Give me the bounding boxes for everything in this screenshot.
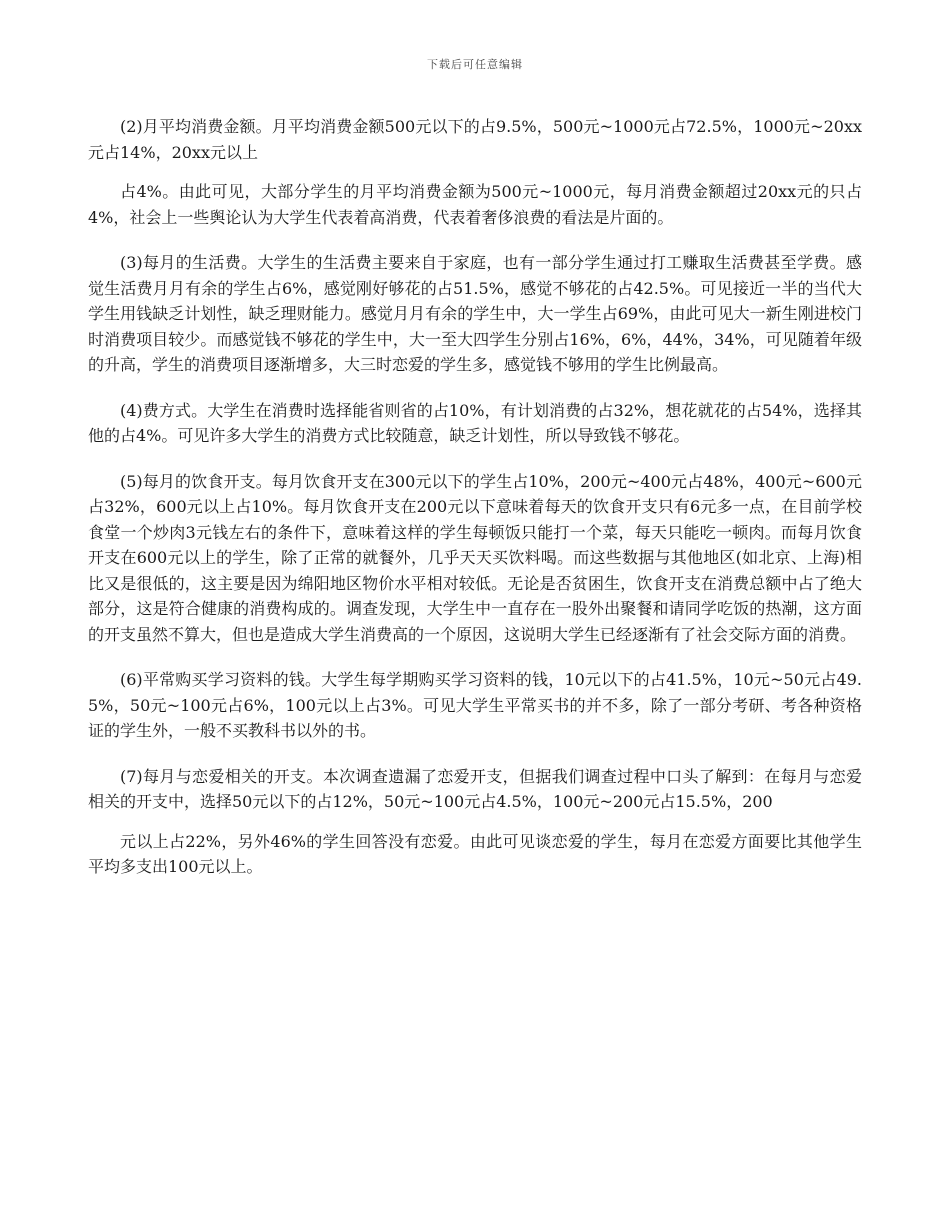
paragraph-dating-expenses: (7)每月与恋爱相关的开支。本次调查遗漏了恋爱开支，但据我们调查过程中口头了解到：在每月与恋爱相关的开支中，选择50元以下的占12%，50元~100元占4.5%，100元~200元占15.5%，200	[88, 766, 862, 811]
paragraph-spending-style: (4)费方式。大学生在消费时选择能省则省的占10%，有计划消费的占32%，想花就花的占54%，选择其他的占4%。可见许多大学生的消费方式比较随意，缺乏计划性，所以导致钱不够花。	[88, 400, 862, 445]
paragraph-study-materials: (6)平常购买学习资料的钱。大学生每学期购买学习资料的钱，10元以下的占41.5%，10元~50元占49.5%，50元~100元占6%，100元以上占3%。可见大学生平常买书的并不多，除了一部分考研、考各种资格证的学生外，一般不买教科书以外的书。	[88, 670, 862, 740]
page-header: 下载后可任意编辑	[427, 58, 523, 71]
document-body	[88, 114, 862, 900]
paragraph-monthly-average-spending: (2)月平均消费金额。月平均消费金额500元以下的占9.5%，500元~1000元占72.5%，1000元~20xx元占14%，20xx元以上	[88, 117, 862, 162]
paragraph-spending-conclusion: 占4%。由此可见，大部分学生的月平均消费金额为500元~1000元，每月消费金额超过20xx元的只占4%，社会上一些舆论认为大学生代表着高消费，代表着奢侈浪费的看法是片面的。	[88, 182, 862, 227]
paragraph-food-expenses: (5)每月的饮食开支。每月饮食开支在300元以下的学生占10%，200元~400元占48%，400元~600元占32%，600元以上占10%。每月饮食开支在200元以下意味着每天的饮食开支只有6元多一点，在目前学校食堂一个炒肉3元钱左右的条件下，意味着这样的学生每顿饭只能打一个菜，每天只能吃一顿肉。而每月饮食开支在600元以上的学生，除了正常的就餐外，几乎天天买饮料喝。而这些数据与其他地区(如北京、上海)相比又是很低的，这主要是因为绵阳地区物价水平相对较低。无论是否贫困生，饮食开支在消费总额中占了绝大部分，这是符合健康的消费构成的。调查发现，大学生中一直存在一股外出聚餐和请同学吃饭的热潮，这方面的开支虽然不算大，但也是造成大学生消费高的一个原因，这说明大学生已经逐渐有了社会交际方面的消费。	[88, 471, 862, 644]
paragraph-dating-conclusion: 元以上占22%，另外46%的学生回答没有恋爱。由此可见谈恋爱的学生，每月在恋爱方面要比其他学生平均多支出100元以上。	[88, 831, 862, 876]
paragraph-living-expenses: (3)每月的生活费。大学生的生活费主要来自于家庭，也有一部分学生通过打工赚取生活费甚至学费。感觉生活费月月有余的学生占6%，感觉刚好够花的占51.5%，感觉不够花的占42.5%。可见接近一半的当代大学生用钱缺乏计划性，缺乏理财能力。感觉月月有余的学生中，大一学生占69%，由此可见大一新生刚进校门时消费项目较少。而感觉钱不够花的学生中，大一至大四学生分别占16%，6%，44%，34%，可见随着年级的升高，学生的消费项目逐渐增多，大三时恋爱的学生多，感觉钱不够用的学生比例最高。	[88, 253, 862, 374]
